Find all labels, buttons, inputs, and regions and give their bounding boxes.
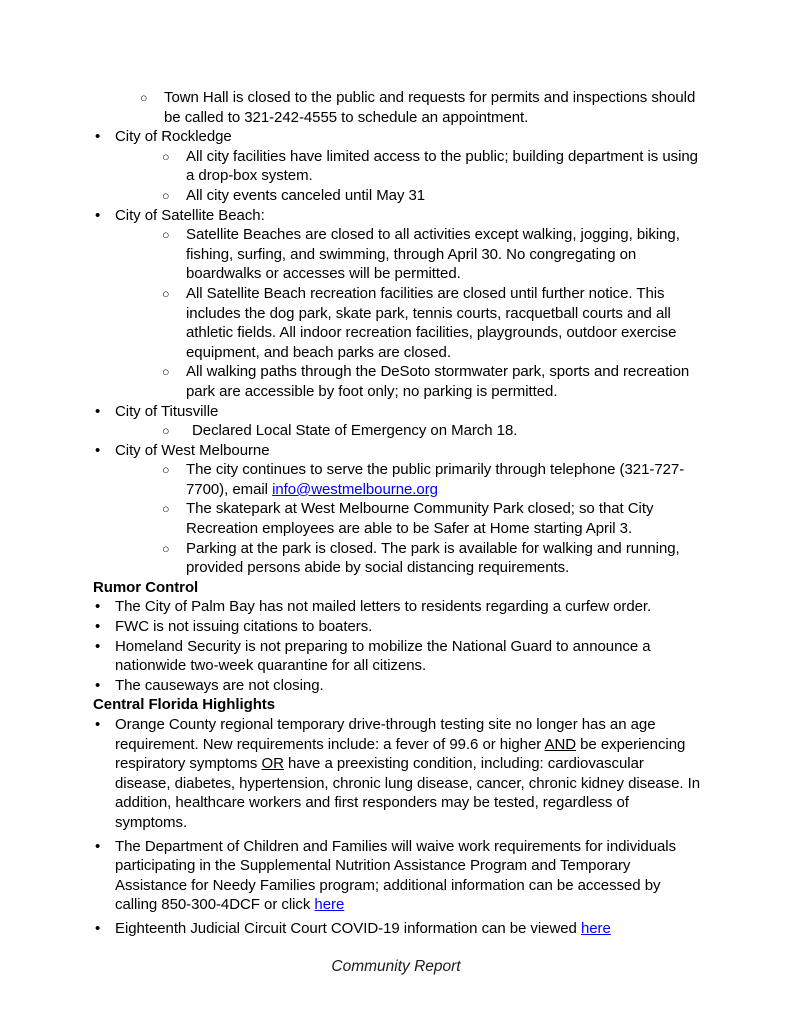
list-item	[115, 225, 701, 284]
email-link-westmelbourne[interactable]: info@westmelbourne.org	[272, 480, 438, 498]
bullet-circle-icon: ○	[162, 463, 170, 478]
list-item	[93, 127, 701, 205]
list-item-text: The city continues to serve the public primarily through telephone (321-727-7700), email	[186, 461, 685, 498]
bullet-dot-icon: •	[95, 618, 101, 636]
list-item	[93, 617, 701, 637]
bullet-dot-icon: •	[95, 837, 101, 855]
list-item-text: Town Hall is closed to the public and requests for permits and inspections should be called to 321-242-4555 to schedule an appointment.	[164, 89, 696, 126]
list-item-text: All walking paths through the DeSoto stormwater park, sports and recreation park are accessible by foot only; no parking is permitted.	[186, 363, 690, 400]
rumor-control-list	[93, 597, 701, 695]
list-item-text: Eighteenth Judicial Circuit Court COVID-19 information can be viewed	[115, 919, 581, 937]
list-item	[93, 837, 701, 915]
municipality-name: City of Satellite Beach:	[115, 206, 265, 224]
bullet-dot-icon: •	[95, 441, 101, 459]
list-item	[93, 88, 701, 127]
section-heading-central-florida-highlights: Central Florida Highlights	[93, 696, 276, 714]
bullet-circle-icon: ○	[162, 541, 170, 556]
list-item-text: The Department of Children and Families will waive work requirements for individuals participating in the Supplemental Nutrition Assistance Program and Temporary Assistance for Needy Families program; additional information can be accessed by calling 850-300-4DCF or click	[115, 837, 677, 914]
bullet-dot-icon: •	[95, 598, 101, 616]
bullet-circle-icon: ○	[162, 188, 170, 203]
document-body	[93, 88, 701, 939]
continued-sub-list	[93, 88, 701, 127]
bullet-dot-icon: •	[95, 637, 101, 655]
emphasis-and: AND	[544, 735, 577, 753]
page-footer: Community Report	[331, 958, 461, 975]
list-item-text: Orange County regional temporary drive-through testing site no longer has an age requirement. New requirements include: a fever of 99.6 or higher	[115, 716, 656, 753]
sub-list	[115, 225, 701, 401]
list-item	[115, 147, 701, 186]
sub-list	[115, 460, 701, 578]
list-item-text: All Satellite Beach recreation facilities are closed until further notice. This includes the dog park, skate park, tennis courts, racquetball courts and all athletic fields. All indoor recreation facilities, playgrounds, outdoor exercise equipment, and beach parks are closed.	[186, 284, 677, 361]
section-heading-rumor-control: Rumor Control	[93, 578, 199, 596]
bullet-dot-icon: •	[95, 402, 101, 420]
here-link-dcf[interactable]: here	[314, 896, 345, 914]
municipality-list-west-melbourne	[93, 441, 701, 578]
bullet-circle-icon: ○	[162, 149, 170, 164]
municipality-name: City of West Melbourne	[115, 441, 270, 459]
list-item-text: All city events canceled until May 31	[186, 186, 426, 204]
list-item-text-2: be experiencing respiratory symptoms	[115, 735, 686, 773]
here-link-circuit-court[interactable]: here	[580, 919, 611, 937]
list-item	[93, 206, 701, 402]
bullet-circle-icon: ○	[162, 228, 170, 243]
list-item	[93, 597, 701, 617]
sub-list	[115, 421, 701, 441]
municipality-name: City of Rockledge	[115, 128, 232, 146]
municipality-list-titusville	[93, 402, 701, 441]
list-item	[93, 441, 701, 578]
bullet-circle-icon: ○	[162, 424, 170, 439]
list-item	[115, 284, 701, 362]
list-item-text: Homeland Security is not preparing to mobilize the National Guard to announce a nationwide two-week quarantine for all citizens.	[115, 637, 651, 675]
central-florida-highlights-list	[93, 715, 701, 939]
bullet-dot-icon: •	[95, 676, 101, 694]
list-item-text-3: have a preexisting condition, including: cardiovascular disease, diabetes, hypertension, chronic lung disease, cancer, chronic kidney disease. In addition, healthcare workers and first responders may be tested, regardless of symptoms.	[115, 755, 701, 831]
list-item-text: Parking at the park is closed. The park is available for walking and running, provided persons abide by social distancing requirements.	[186, 539, 680, 577]
list-item	[93, 676, 701, 696]
bullet-dot-icon: •	[95, 716, 101, 733]
municipality-list-satellite-beach	[93, 206, 701, 402]
list-item	[93, 919, 701, 939]
bullet-circle-icon: ○	[162, 286, 170, 301]
list-item	[115, 499, 701, 538]
list-item-text: All city facilities have limited access to the public; building department is using a drop-box system.	[186, 147, 698, 185]
bullet-circle-icon: ○	[162, 365, 170, 380]
list-item-text: FWC is not issuing citations to boaters.	[115, 618, 373, 636]
list-item-text: The City of Palm Bay has not mailed letters to residents regarding a curfew order.	[115, 598, 652, 616]
list-item	[93, 715, 701, 833]
list-item-text: Declared Local State of Emergency on March 18.	[192, 422, 518, 440]
municipality-name: City of Titusville	[115, 402, 219, 420]
sub-list	[115, 147, 701, 206]
list-item	[115, 421, 701, 441]
list-item	[93, 637, 701, 676]
list-item-text: Satellite Beaches are closed to all activities except walking, jogging, biking, fishing, surfing, and swimming, through April 30. No congregating on boardwalks or accesses will be permitted.	[186, 226, 680, 283]
bullet-dot-icon: •	[95, 206, 101, 224]
list-item-text: The causeways are not closing.	[115, 676, 324, 694]
bullet-circle-icon: ○	[140, 91, 148, 105]
list-item	[115, 539, 701, 578]
list-item	[115, 362, 701, 401]
list-item-text: The skatepark at West Melbourne Community Park closed; so that City Recreation employees are able to be Safer at Home starting April 3.	[186, 500, 654, 538]
emphasis-or: OR	[261, 755, 284, 773]
bullet-dot-icon: •	[95, 919, 101, 937]
list-item	[93, 402, 701, 441]
municipality-list-rockledge	[93, 127, 701, 205]
list-item	[115, 460, 701, 499]
bullet-dot-icon: •	[95, 128, 101, 146]
bullet-circle-icon: ○	[162, 502, 170, 517]
list-item	[115, 186, 701, 206]
